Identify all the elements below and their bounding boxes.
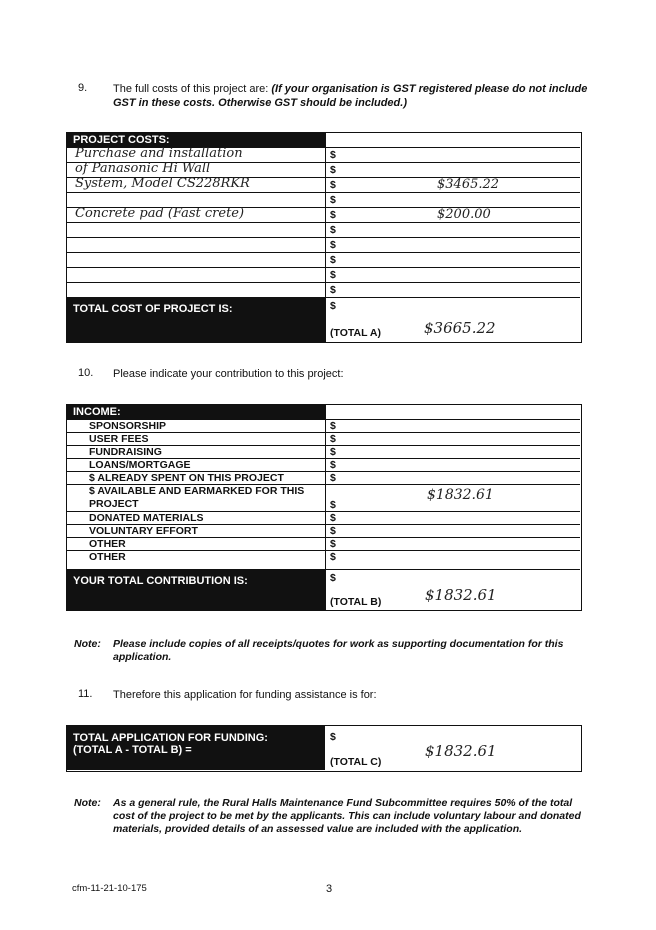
income-row-currency: $ (330, 433, 336, 445)
income-row (67, 550, 580, 563)
project-cost-row (67, 282, 580, 297)
income-row-label: LOANS/MORTGAGE (89, 459, 191, 471)
footer-form-code: cfm-11-21-10-175 (72, 883, 147, 894)
project-cost-row (67, 162, 580, 177)
income-row-currency: $ (330, 472, 336, 484)
question-11-text: Therefore this application for funding assistance is for: (113, 689, 377, 701)
income-row-label: SPONSORSHIP (89, 420, 167, 432)
project-cost-description: Purchase and installation (75, 146, 243, 161)
note-2-text: As a general rule, the Rural Halls Maintenance Fund Subcommittee requires 50% of the total cost of the project to be met by the applicants. This can include voluntary labour and donated materials, provided details of an assessed value are included with the application. (113, 797, 581, 835)
application-total-table (66, 725, 582, 772)
income-row-label: USER FEES (89, 433, 149, 445)
project-costs-table (66, 132, 582, 343)
project-cost-row (67, 177, 580, 192)
project-cost-row (67, 267, 580, 282)
project-cost-currency: $ (330, 209, 336, 221)
total-a-label: TOTAL COST OF PROJECT IS: (73, 303, 233, 315)
income-row-currency: $ (330, 551, 336, 563)
project-cost-row (67, 207, 580, 222)
income-row-label: VOLUNTARY EFFORT (89, 525, 198, 537)
income-row (67, 419, 580, 432)
project-cost-currency: $ (330, 224, 336, 236)
total-c-tag: (TOTAL C) (330, 756, 382, 768)
project-cost-amount: $200.00 (437, 207, 491, 222)
note-1-text: Please include copies of all receipts/quotes for work as supporting documentation for this application. (113, 638, 564, 663)
question-10-text: Please indicate your contribution to this project: (113, 368, 344, 380)
income-row-amount: $1832.61 (427, 487, 494, 503)
question-9-label: The full costs of this project are: (113, 83, 269, 95)
income-table (66, 404, 582, 611)
income-row-label: DONATED MATERIALS (89, 512, 204, 524)
project-cost-currency: $ (330, 254, 336, 266)
project-cost-description: Concrete pad (Fast crete) (75, 206, 245, 221)
income-row-currency: $ (330, 499, 336, 511)
income-row-currency: $ (330, 459, 336, 471)
project-cost-row (67, 147, 580, 162)
income-header: INCOME: (67, 405, 325, 419)
income-row-label: $ ALREADY SPENT ON THIS PROJECT (89, 472, 284, 484)
total-b-value: $1832.61 (425, 586, 497, 604)
project-cost-row (67, 237, 580, 252)
note-1-label: Note: (74, 638, 101, 650)
project-cost-row (67, 222, 580, 237)
total-a-box (67, 297, 325, 342)
total-b-tag: (TOTAL B) (330, 596, 382, 608)
income-row-label: FUNDRAISING (89, 446, 162, 458)
project-cost-currency: $ (330, 194, 336, 206)
income-row (67, 432, 580, 445)
project-cost-currency: $ (330, 239, 336, 251)
project-cost-description: of Panasonic Hi Wall (75, 161, 211, 176)
question-9-gst-note: (If your organisation is GST registered please do not include GST in these costs. Otherwise GST should be included.) (113, 83, 588, 109)
project-cost-description: System, Model CS228RKR (75, 176, 250, 191)
project-cost-row (67, 192, 580, 207)
total-b-box (67, 569, 325, 610)
total-b-currency: $ (330, 572, 336, 584)
total-a-tag: (TOTAL A) (330, 327, 381, 339)
question-9-number: 9. (78, 82, 88, 94)
income-row-label: OTHER (89, 551, 126, 563)
income-row-currency: $ (330, 512, 336, 524)
total-a-currency: $ (330, 300, 336, 312)
income-row-currency: $ (330, 446, 336, 458)
income-row (67, 537, 580, 550)
income-row (67, 445, 580, 458)
page-number: 3 (326, 883, 333, 895)
project-cost-row (67, 252, 580, 267)
total-c-currency: $ (330, 731, 336, 743)
project-cost-currency: $ (330, 269, 336, 281)
total-c-box (67, 726, 325, 770)
income-row (67, 511, 580, 524)
question-10-number: 10. (78, 367, 94, 379)
income-row (67, 524, 580, 537)
income-row (67, 484, 580, 511)
income-row (67, 458, 580, 471)
income-row-label: OTHER (89, 538, 126, 550)
income-row-currency: $ (330, 538, 336, 550)
total-c-label-line2: (TOTAL A - TOTAL B) = (73, 744, 192, 756)
project-cost-amount: $3465.22 (437, 177, 500, 192)
project-cost-currency: $ (330, 284, 336, 296)
total-b-label: YOUR TOTAL CONTRIBUTION IS: (73, 575, 248, 587)
total-a-value: $3665.22 (424, 319, 496, 337)
income-row (67, 471, 580, 484)
project-cost-currency: $ (330, 164, 336, 176)
income-row-currency: $ (330, 525, 336, 537)
note-2-label: Note: (74, 797, 101, 809)
question-9-text (113, 82, 593, 110)
question-11-number: 11. (78, 688, 93, 700)
project-costs-header: PROJECT COSTS: (67, 133, 325, 147)
project-cost-currency: $ (330, 149, 336, 161)
income-row-label: $ AVAILABLE AND EARMARKED FOR THIS PROJECT (89, 485, 305, 510)
project-cost-currency: $ (330, 179, 336, 191)
total-c-value: $1832.61 (425, 742, 497, 760)
income-row-currency: $ (330, 420, 336, 432)
total-c-label-line1: TOTAL APPLICATION FOR FUNDING: (73, 732, 268, 744)
